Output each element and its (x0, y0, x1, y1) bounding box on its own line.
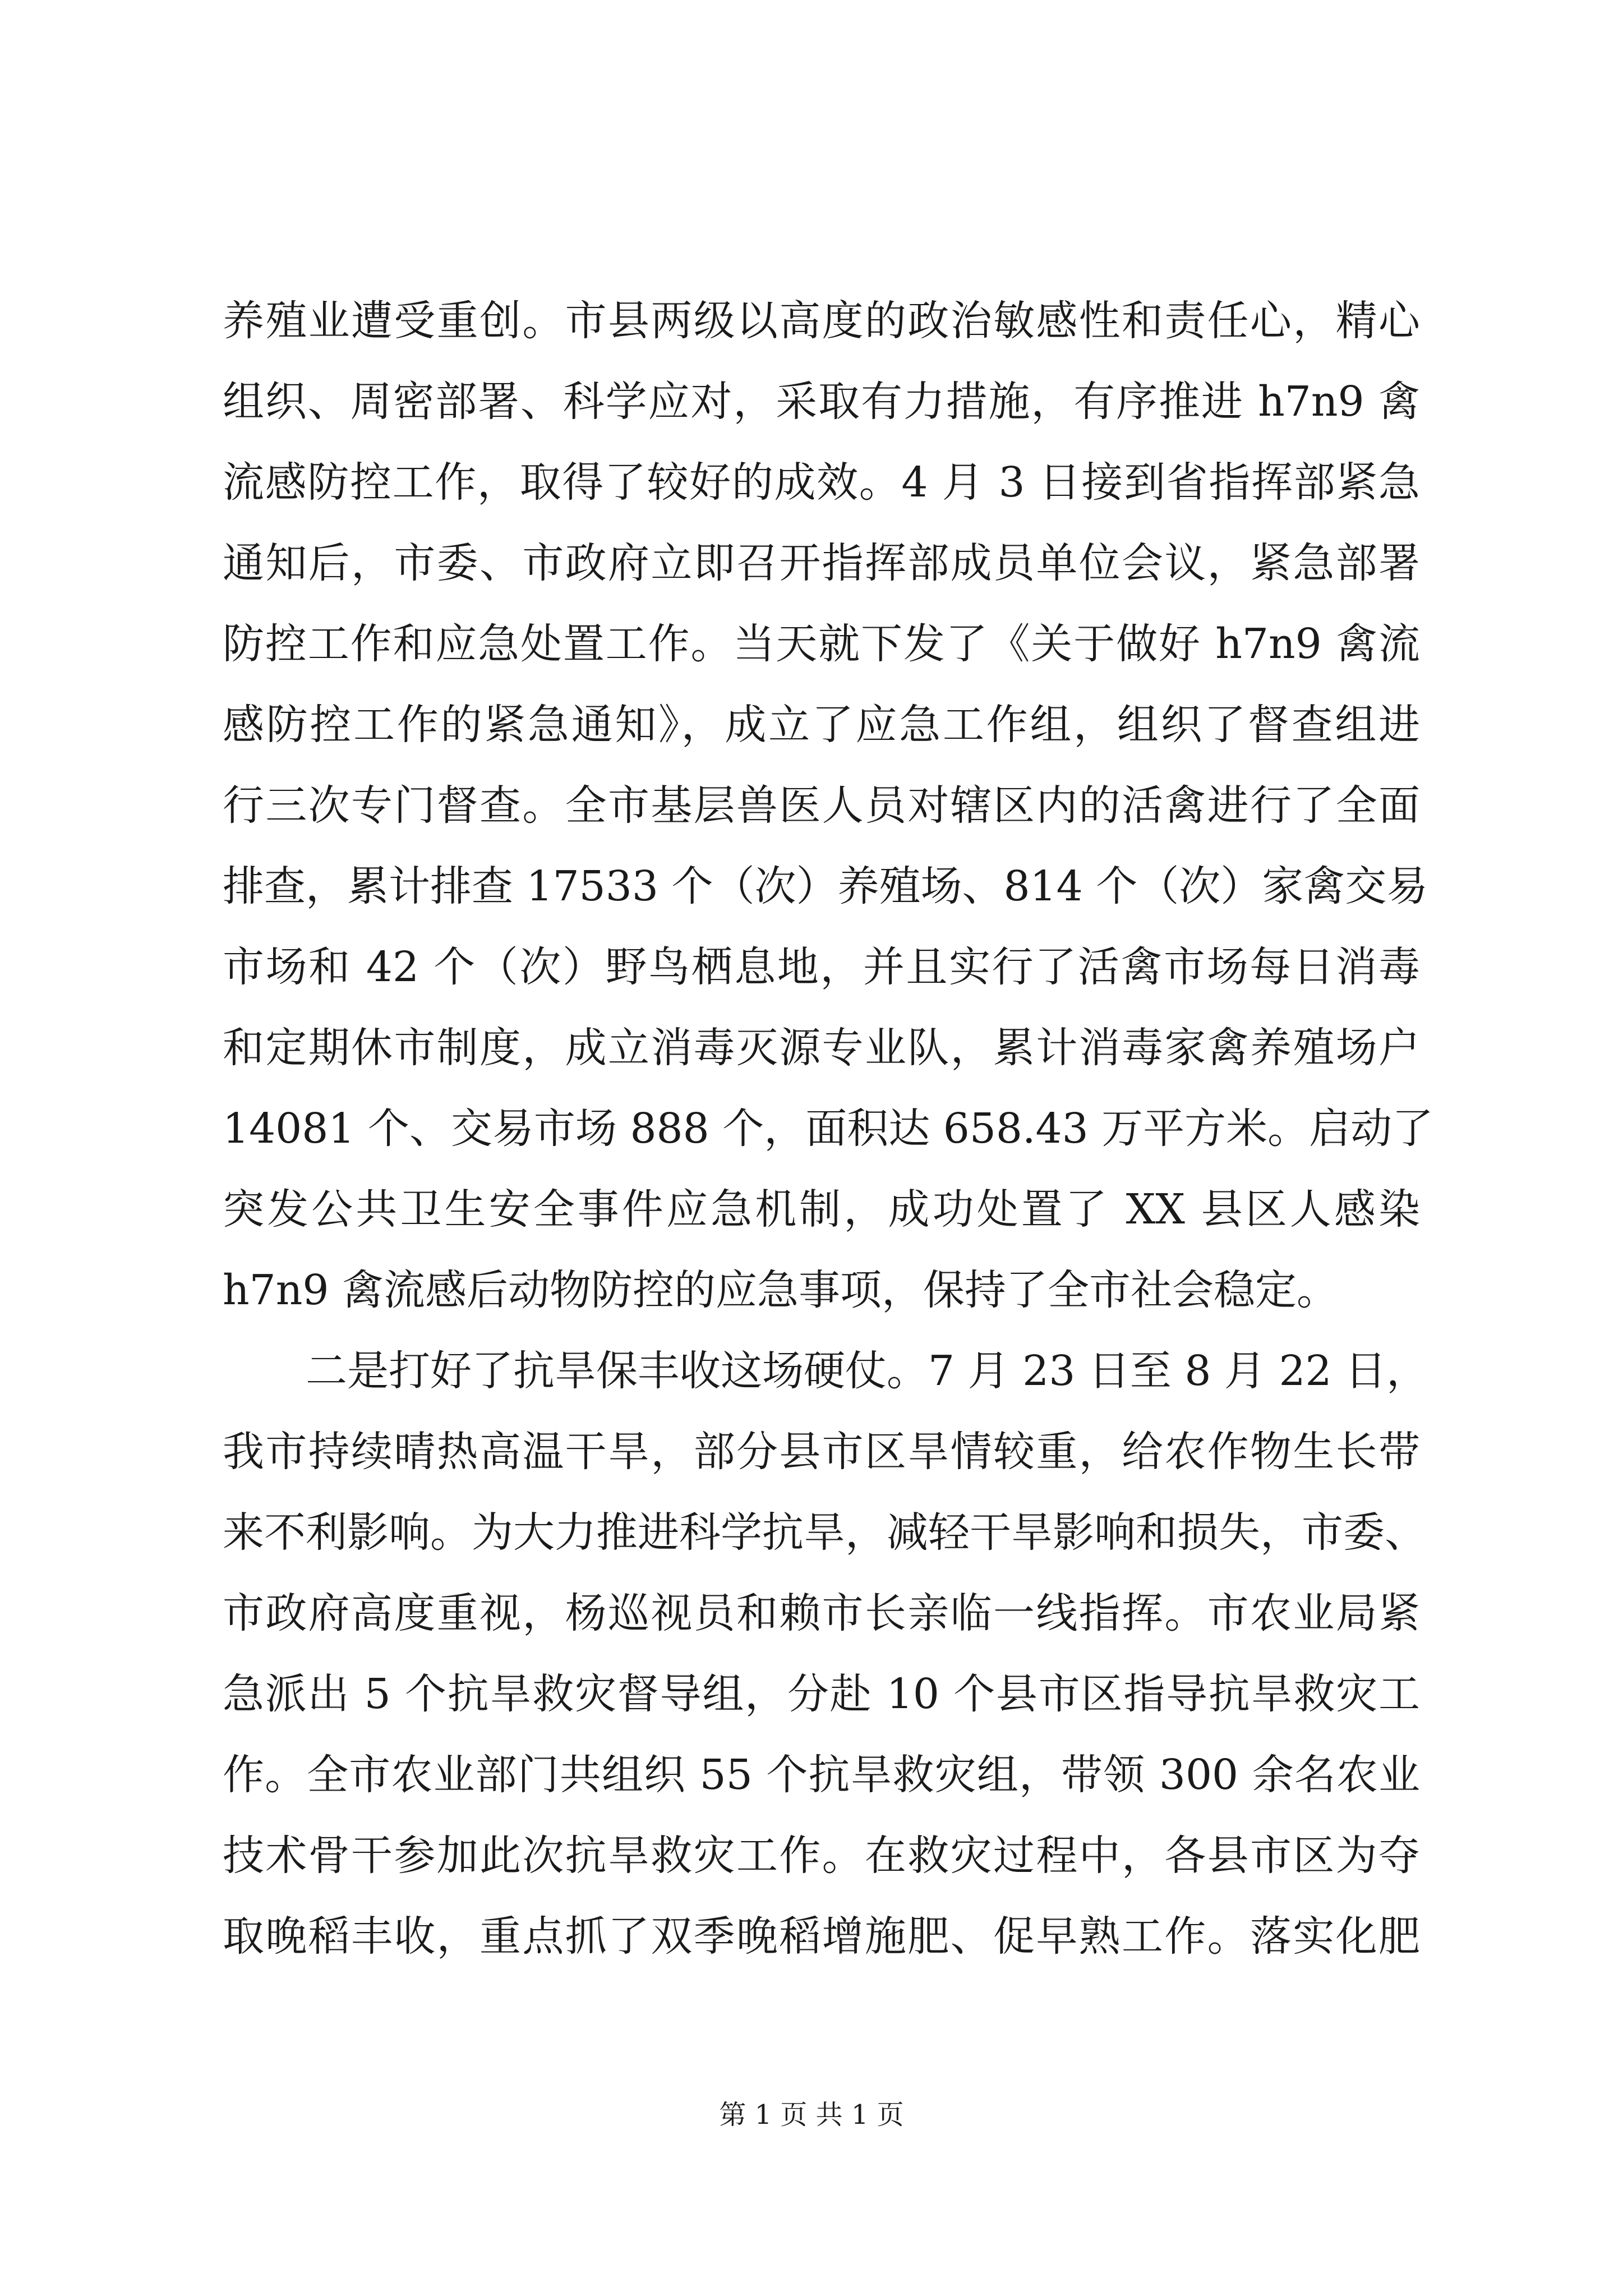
text-line: 流感防控工作，取得了较好的成效。4 月 3 日接到省指挥部紧急 (223, 458, 1420, 507)
text-line: 来不利影响。为大力推进科学抗旱，减轻干旱影响和损失，市委、 (223, 1508, 1426, 1557)
paragraph-first-line: 二是打好了抗旱保丰收这场硬仗。7 月 23 日至 8 月 22 日， (306, 1347, 1428, 1395)
text-line: 我市持续晴热高温干旱，部分县市区旱情较重，给农作物生长带 (223, 1428, 1420, 1476)
text-line: 取晚稻丰收，重点抓了双季晚稻增施肥、促早熟工作。落实化肥 (223, 1912, 1420, 1961)
text-line: 作。全市农业部门共组织 55 个抗旱救灾组，带领 300 余名农业 (223, 1751, 1420, 1799)
text-line: 养殖业遭受重创。市县两级以高度的政治敏感性和责任心，精心 (223, 297, 1420, 345)
text-line: 突发公共卫生安全事件应急机制，成功处置了 XX 县区人感染 (223, 1185, 1420, 1234)
text-line: 技术骨干参加此次抗旱救灾工作。在救灾过程中，各县市区为夺 (223, 1832, 1420, 1880)
text-line: 感防控工作的紧急通知》，成立了应急工作组，组织了督查组进 (223, 701, 1420, 749)
text-line: 市政府高度重视，杨巡视员和赖市长亲临一线指挥。市农业局紧 (223, 1589, 1420, 1637)
text-line: 排查，累计排查 17533 个（次）养殖场、814 个（次）家禽交易 (223, 862, 1428, 910)
text-line: 急派出 5 个抗旱救灾督导组，分赴 10 个县市区指导抗旱救灾工 (223, 1670, 1420, 1718)
page-footer (0, 2098, 1623, 2132)
text-line: 行三次专门督查。全市基层兽医人员对辖区内的活禽进行了全面 (223, 781, 1420, 830)
page-number-label: 第 1 页 共 1 页 (719, 2099, 904, 2131)
text-line: 市场和 42 个（次）野鸟栖息地，并且实行了活禽市场每日消毒 (223, 943, 1420, 991)
text-line: 组织、周密部署、科学应对，采取有力措施，有序推进 h7n9 禽 (223, 378, 1420, 426)
body-text (223, 280, 1434, 1977)
text-line: h7n9 禽流感后动物防控的应急事项，保持了全市社会稳定。 (223, 1266, 1338, 1314)
text-line: 14081 个、交易市场 888 个，面积达 658.43 万平方米。启动了 (223, 1105, 1434, 1153)
text-line: 防控工作和应急处置工作。当天就下发了《关于做好 h7n9 禽流 (223, 620, 1420, 668)
text-line: 和定期休市制度，成立消毒灭源专业队，累计消毒家禽养殖场户 (223, 1024, 1420, 1072)
text-line: 通知后，市委、市政府立即召开指挥部成员单位会议，紧急部署 (223, 539, 1420, 587)
